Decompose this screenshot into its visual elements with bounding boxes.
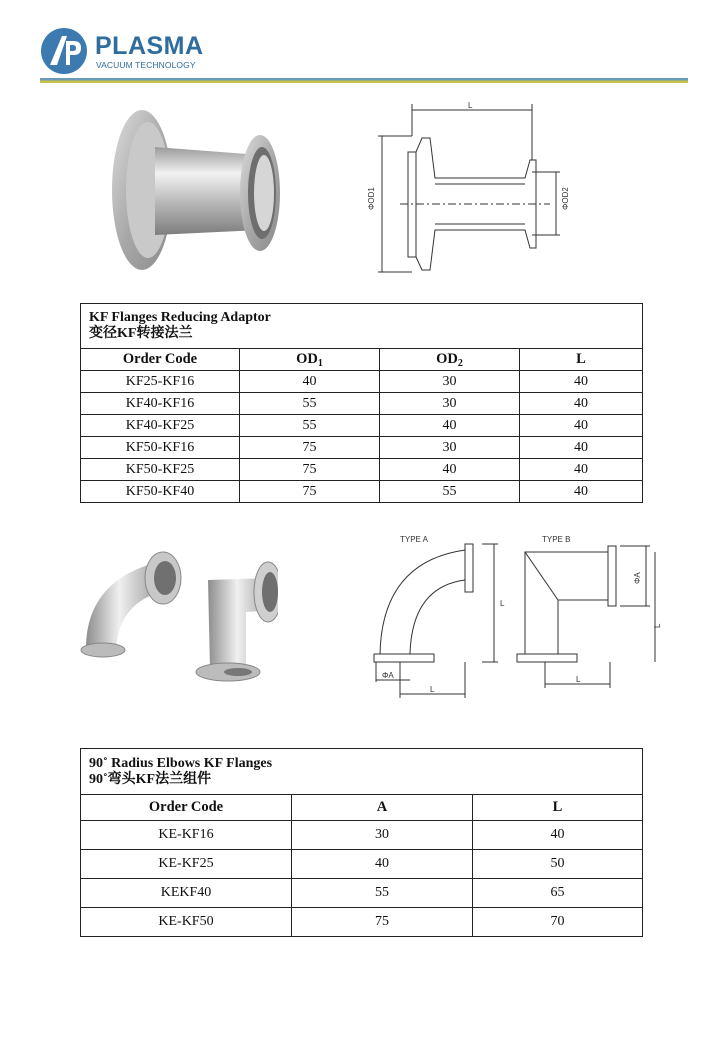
type-a-label: TYPE A <box>400 535 429 544</box>
type-b-dim-l-vertical: L <box>653 623 662 628</box>
type-b-label: TYPE B <box>542 535 571 544</box>
reducer-adaptor-table <box>80 303 643 503</box>
type-a-dim-l-vertical: L <box>500 599 505 608</box>
col-a: A <box>292 795 473 821</box>
table-row: KF40-KF16 55 30 40 <box>81 393 643 415</box>
table-row: KE-KF16 30 40 <box>81 821 643 850</box>
table1-title-en: KF Flanges Reducing Adaptor <box>89 310 271 325</box>
table-row: KF50-KF16 75 30 40 <box>81 437 643 459</box>
col-od1: $OD_1$ <box>240 349 380 371</box>
table-row: KF50-KF25 75 40 40 <box>81 459 643 481</box>
col-l: L <box>520 349 643 371</box>
table2-title-en: 90˚ Radius Elbows KF Flanges <box>89 755 273 771</box>
dim-l-label: L <box>468 101 473 110</box>
table-row: KE-KF25 40 50 <box>81 850 643 879</box>
header-divider <box>40 78 688 83</box>
reducer-adaptor-photo <box>100 105 300 275</box>
table2-title-cn: 90˚弯头KF法兰组件 <box>89 771 212 787</box>
type-b-dim-a: ΦA <box>633 572 642 584</box>
type-b-dim-l-horizontal: L <box>576 675 581 684</box>
table-row: KF50-KF40 75 55 40 <box>81 481 643 503</box>
elbow-drawing <box>360 532 665 707</box>
type-a-dim-a: ΦA <box>382 671 394 680</box>
table-row: KF25-KF16 40 30 40 <box>81 371 643 393</box>
dim-od2-label: ΦOD2 <box>561 187 570 210</box>
col-l: L <box>473 795 643 821</box>
table1-title-cn: 变径KF转接法兰 <box>89 326 193 341</box>
table2-title <box>81 749 643 795</box>
col-order-code: Order Code <box>81 349 240 371</box>
elbow-table <box>80 748 643 937</box>
table-row: KF40-KF25 55 40 40 <box>81 415 643 437</box>
type-a-dim-l-horizontal: L <box>430 685 435 694</box>
dim-od1-label: ΦOD1 <box>367 187 376 210</box>
reducer-adaptor-drawing <box>360 100 590 280</box>
plasma-logo-icon <box>40 27 88 75</box>
elbow-photos <box>78 540 278 690</box>
col-order-code: Order Code <box>81 795 292 821</box>
table1-title <box>81 304 643 349</box>
table-row: KEKF40 55 65 <box>81 879 643 908</box>
table-row: KE-KF50 75 70 <box>81 908 643 937</box>
col-od2: $OD_2$ <box>380 349 520 371</box>
page-header <box>0 0 720 90</box>
brand-name: PLASMA <box>95 32 204 60</box>
brand-tagline: VACUUM TECHNOLOGY <box>96 60 196 70</box>
